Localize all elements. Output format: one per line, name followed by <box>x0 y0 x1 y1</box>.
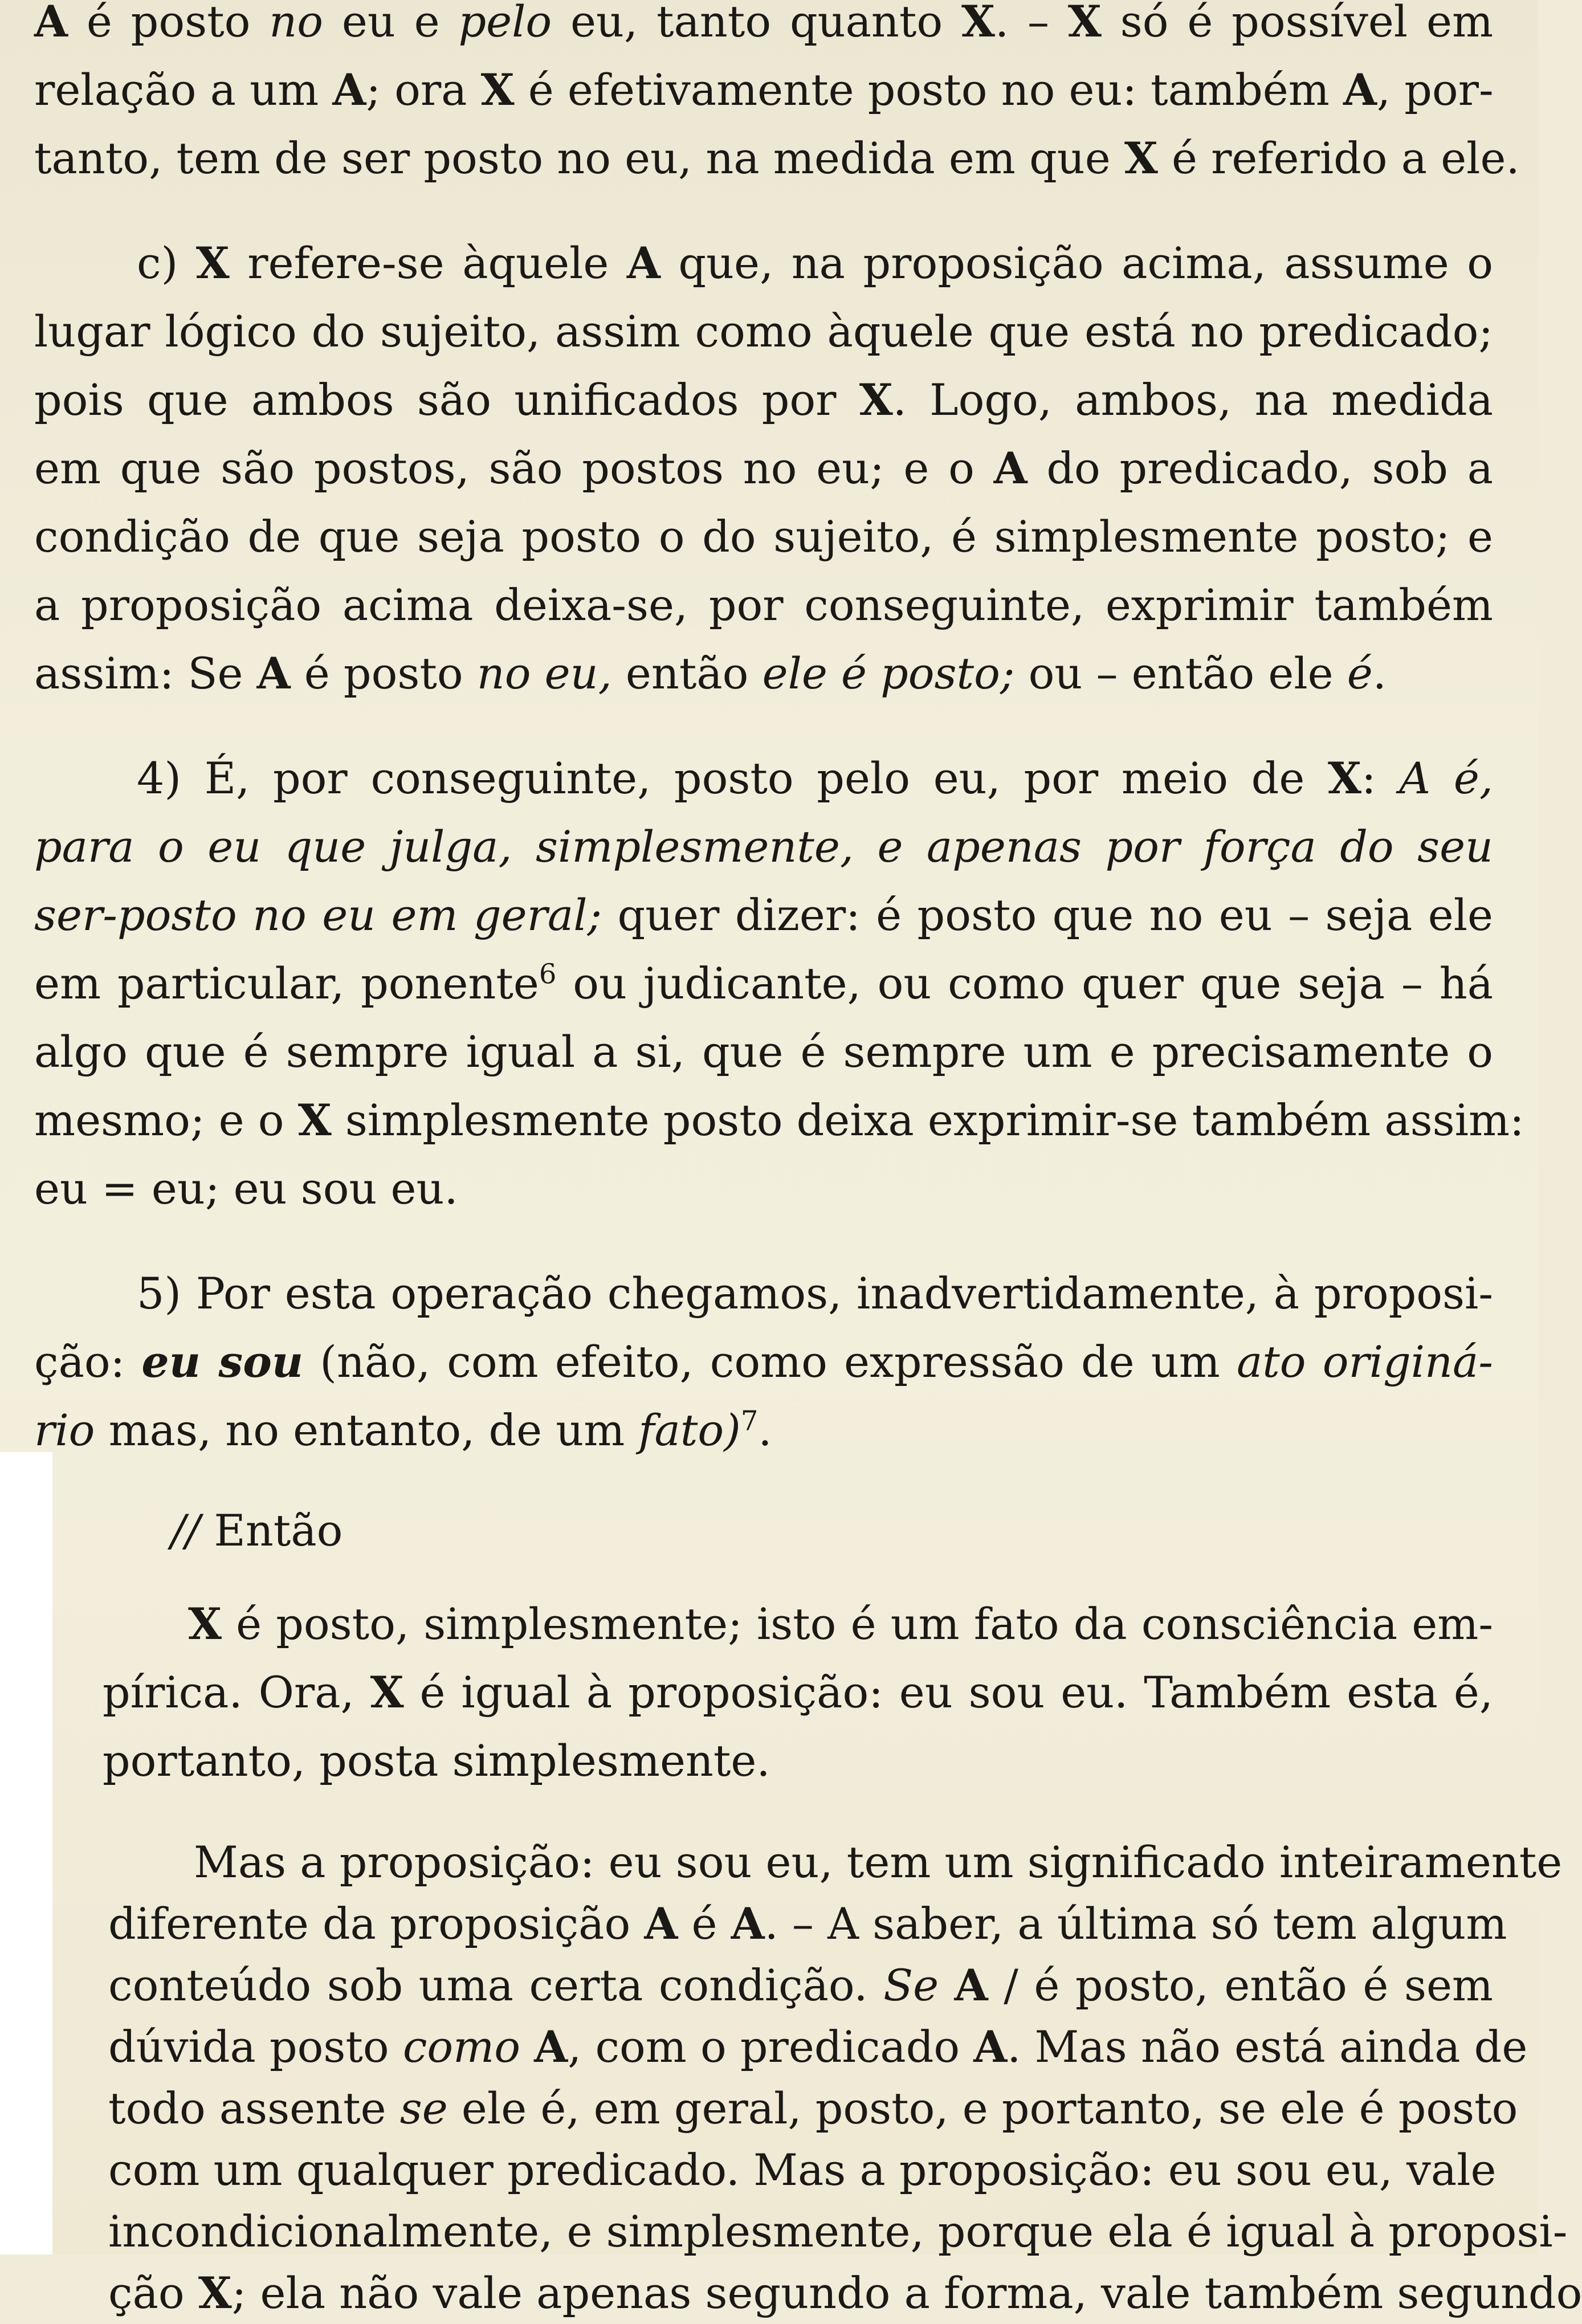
paragraph-1 <box>34 229 1493 708</box>
text-line: Mas a proposição: eu sou eu, tem um significado inteiramente <box>194 1837 1563 1887</box>
text-line: portanto, posta simplesmente. <box>103 1735 770 1786</box>
text-line: 5) Por esta operação chegamos, inadvertidamente, à proposi- <box>137 1268 1493 1319</box>
text-line: relação a um A; ora X é efetivamente posto no eu: também A, por- <box>34 64 1494 115</box>
text-line: // Então <box>171 1505 343 1556</box>
text-line: em que são postos, são postos no eu; e o A do predicado, sob a <box>34 443 1493 494</box>
text-line: com um qualquer predicado. Mas a proposição: eu sou eu, vale <box>108 2144 1497 2195</box>
page-text <box>34 0 1582 2324</box>
text-line: lugar lógico do sujeito, assim como àquele que está no predicado; <box>34 306 1493 357</box>
paragraph-6 <box>34 1832 1582 2324</box>
text-line: condição de que seja posto o do sujeito, é simplesmente posto; e <box>34 511 1493 562</box>
text-line: a proposição acima deixa-se, por conseguinte, exprimir também <box>34 580 1493 630</box>
text-line: pois que ambos são unificados por X. Logo, ambos, na medida <box>34 374 1493 425</box>
text-line: eu = eu; eu sou eu. <box>34 1163 458 1214</box>
text-line: para o eu que julga, simplesmente, e apenas por força do seu <box>34 821 1493 872</box>
text-line: ção: eu sou (não, com efeito, como expressão de um ato originá- <box>34 1336 1493 1387</box>
text-line: A é posto no eu e pelo eu, tanto quanto X. – X só é possível em <box>34 0 1494 47</box>
text-line: incondicionalmente, e simplesmente, porque ela é igual à proposi- <box>108 2206 1568 2257</box>
paragraph-0 <box>34 0 1520 193</box>
paragraph-2 <box>34 744 1524 1223</box>
text-line: 4) É, por conseguinte, posto pelo eu, por meio de X: A é, <box>137 753 1493 804</box>
paragraph-3 <box>34 1259 1493 1465</box>
text-line: ser-posto no eu em geral; quer dizer: é posto que no eu – seja ele <box>34 890 1493 940</box>
text-line: conteúdo sob uma certa condição. Se A / é posto, então é sem <box>108 1960 1493 2011</box>
text-line: pírica. Ora, X é igual à proposição: eu sou eu. Também esta é, <box>103 1667 1493 1718</box>
paragraph-5 <box>34 1590 1493 1795</box>
text-line: rio mas, no entanto, de um fato)$^7$. <box>34 1405 772 1455</box>
text-line: ção X; ela não vale apenas segundo a forma, vale também segundo <box>108 2268 1582 2318</box>
text-line: em particular, ponente$^6$ ou judicante, ou como quer que seja – há <box>34 958 1494 1009</box>
text-line: tanto, tem de ser posto no eu, na medida em que X é referido a ele. <box>34 133 1520 184</box>
text-line: todo assente se ele é, em geral, posto, e portanto, se ele é posto <box>108 2083 1518 2134</box>
text-line: algo que é sempre igual a si, que é sempre um e precisamente o <box>34 1026 1493 1077</box>
text-line: diferente da proposição A é A. – A saber, a última só tem algum <box>108 1898 1507 1949</box>
text-line: X é posto, simplesmente; isto é um fato da consciência em- <box>188 1599 1493 1649</box>
text-line: assim: Se A é posto no eu, então ele é posto; ou – então ele é. <box>34 648 1387 699</box>
text-line: dúvida posto como A, com o predicado A. Mas não está ainda de <box>108 2021 1528 2072</box>
text-line: mesmo; e o X simplesmente posto deixa exprimir-se também assim: <box>34 1095 1524 1145</box>
text-line: c) X refere-se àquele A que, na proposição acima, assume o <box>137 238 1493 288</box>
paragraph-4 <box>34 1497 1493 1565</box>
